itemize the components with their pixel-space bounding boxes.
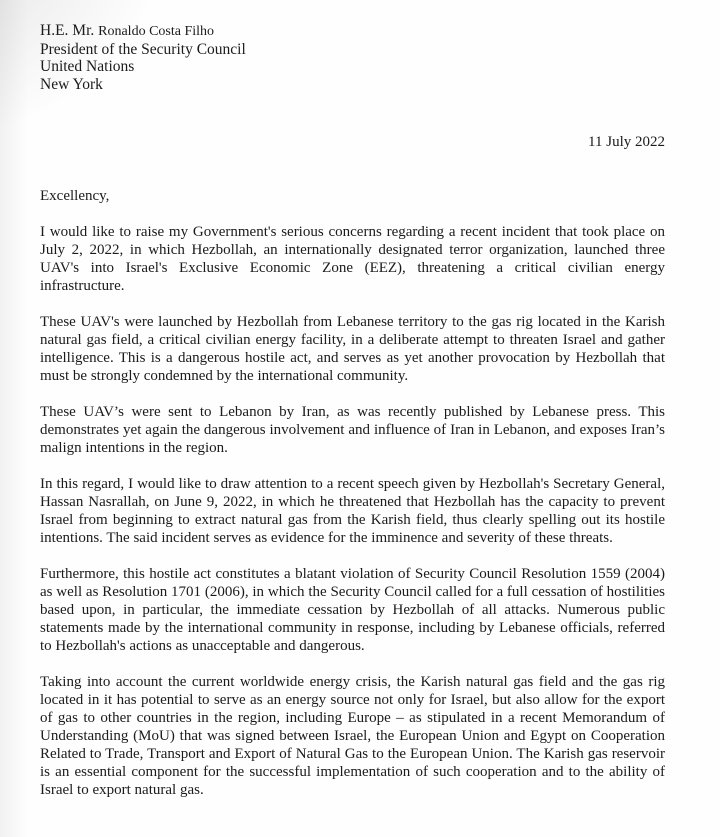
recipient-name: Ronaldo Costa Filho bbox=[98, 24, 215, 39]
body-paragraph: In this regard, I would like to draw attention to a recent speech given by Hezbollah's Secretary General, Hassan Nasrallah, on June 9, 2022, in which he threatened that Hezbollah has the capacity to prevent Israel from beginning to extract natural gas from the Karish field, thus clearly spelling out its hostile intentions. The said incident serves as evidence for the imminence and severity of these threats. bbox=[40, 476, 665, 546]
recipient-city-line: New York bbox=[40, 75, 103, 93]
recipient-honorific: H.E. Mr. bbox=[40, 22, 99, 39]
recipient-block bbox=[40, 22, 665, 93]
body-paragraph: Taking into account the current worldwide energy crisis, the Karish natural gas field and the gas rig located in it has potential to serve as an energy source not only for Israel, but also allow for the export of gas to other countries in the region, including Europe – as stipulated in a recent Memorandum of Understanding (MoU) that was signed between Israel, the European Union and Egypt on Cooperation Related to Trade, Transport and Export of Natural Gas to the European Union. The Karish gas reservoir is an essential component for the successful implementation of such cooperation and to the ability of Israel to export natural gas. bbox=[40, 674, 665, 798]
recipient-org-line: United Nations bbox=[40, 58, 135, 75]
recipient-name-line bbox=[40, 22, 665, 41]
body-paragraph: Furthermore, this hostile act constitutes a blatant violation of Security Council Resolution 1559 (2004) as well as Resolution 1701 (2006), in which the Security Council called for a full cessation of hostilities based upon, in particular, the immediate cessation by Hezbollah of all attacks. Numerous public statements made by the international community in response, including by Lebanese officials, referred to Hezbollah's actions as unacceptable and dangerous. bbox=[40, 566, 665, 654]
body-paragraph: I would like to raise my Government's serious concerns regarding a recent incident that took place on July 2, 2022, in which Hezbollah, an internationally designated terror organization, launched three UAV's into Israel's Exclusive Economic Zone (EEZ), threatening a critical civilian energy infrastructure. bbox=[40, 224, 665, 294]
body-paragraph: These UAV's were launched by Hezbollah from Lebanese territory to the gas rig located in the Karish natural gas field, a critical civilian energy facility, in a deliberate attempt to threaten Israel and gather intelligence. This is a dangerous hostile act, and serves as yet another provocation by Hezbollah that must be strongly condemned by the international community. bbox=[40, 314, 665, 384]
salutation: Excellency, bbox=[40, 188, 110, 204]
recipient-title-line: President of the Security Council bbox=[40, 40, 246, 58]
body-paragraph: These UAV’s were sent to Lebanon by Iran, as was recently published by Lebanese press. This demonstrates yet again the dangerous involvement and influence of Iran in Lebanon, and exposes Iran’s malign intentions in the region. bbox=[40, 404, 665, 456]
letter-date: 11 July 2022 bbox=[588, 134, 665, 150]
